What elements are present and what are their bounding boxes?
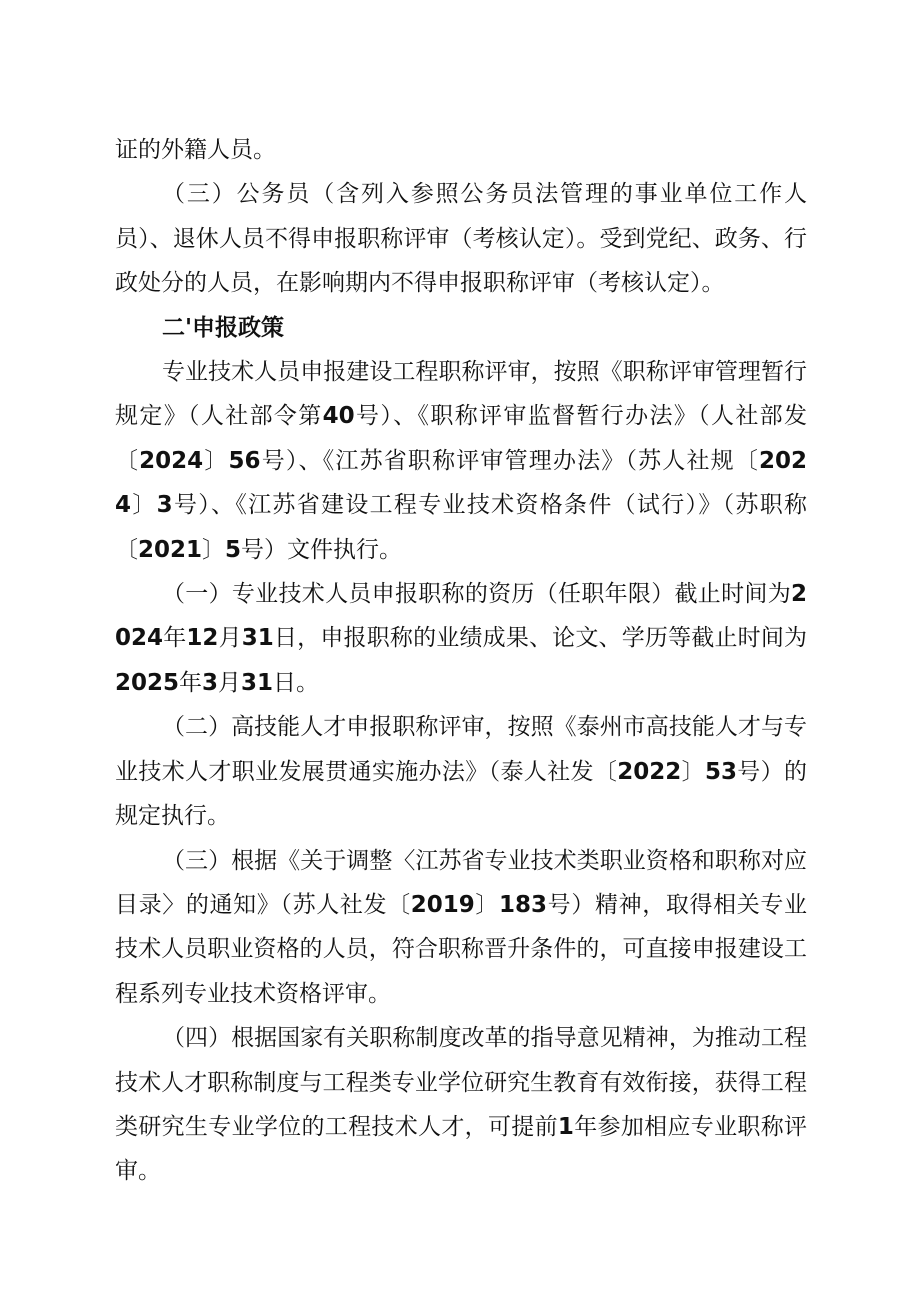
paragraph-graduate-degree: （四）根据国家有关职称制度改革的指导意见精神，为推动工程技术人才职称制度与工程类专业学位研究生教育有效衔接，获得工程类研究生专业学位的工程技术人才，可提前1年参加相应专业职称评审。 <box>115 1025 808 1185</box>
numeral: 183 <box>499 891 548 918</box>
paragraph-civil-servant-restriction: （三）公务员（含列入参照公务员法管理的事业单位工作人员）、退休人员不得申报职称评审（考核认定）。受到党纪、政务、行政处分的人员，在影响期内不得申报职称评审（考核认定）。 <box>115 181 807 297</box>
document-page <box>115 128 807 1194</box>
numeral: 3 <box>156 492 173 519</box>
paragraph-policy-basis: 专业技术人员申报建设工程职称评审，按照《职称评审管理暂行规定》（人社部令第40号）、《职称评审监督暂行办法》（人社部发〔2024〕56号）、《江苏省职称评审管理办法》（苏人社规〔2024〕3号）、《江苏省建设工程专业技术资格条件（试行）》（苏职称〔2021〕5号）文件执行。 <box>115 359 808 563</box>
numeral: 2024 <box>115 447 808 519</box>
numeral: 5 <box>225 536 242 563</box>
paragraph-deadline: （一）专业技术人员申报职称的资历（任职年限）截止时间为2024年12月31日，申报职称的业绩成果、论文、学历等截止时间为2025年3月31日。 <box>115 581 808 696</box>
section-heading-policy: 二'申报政策 <box>162 314 285 341</box>
numeral: 3 <box>202 669 219 696</box>
paragraph-qualification-mapping: （三）根据《关于调整〈江苏省专业技术类职业资格和职称对应目录〉的通知》（苏人社发〔2019〕183号）精神，取得相关专业技术人员职业资格的人员，符合职称晋升条件的，可直接申报建设工程系列专业技术资格评审。 <box>115 847 808 1007</box>
numeral: 53 <box>704 758 737 785</box>
numeral: 2022 <box>617 758 682 785</box>
paragraph-continuation: 证的外籍人员。 <box>115 137 276 163</box>
numeral: 2024 <box>139 447 204 474</box>
numeral: 31 <box>241 669 274 696</box>
numeral: 2021 <box>138 536 203 563</box>
numeral: 2025 <box>115 669 180 696</box>
numeral: 12 <box>186 625 219 652</box>
paragraph-high-skill-talent: （二）高技能人才申报职称评审，按照《泰州市高技能人才与专业技术人才职业发展贯通实施办法》（泰人社发〔2022〕53号）的规定执行。 <box>115 714 808 830</box>
numeral: 31 <box>241 625 274 652</box>
numeral: 56 <box>228 447 261 474</box>
numeral: 2024 <box>115 581 807 652</box>
numeral: 2019 <box>410 891 475 918</box>
numeral: 1 <box>557 1113 574 1140</box>
numeral: 40 <box>322 403 355 430</box>
